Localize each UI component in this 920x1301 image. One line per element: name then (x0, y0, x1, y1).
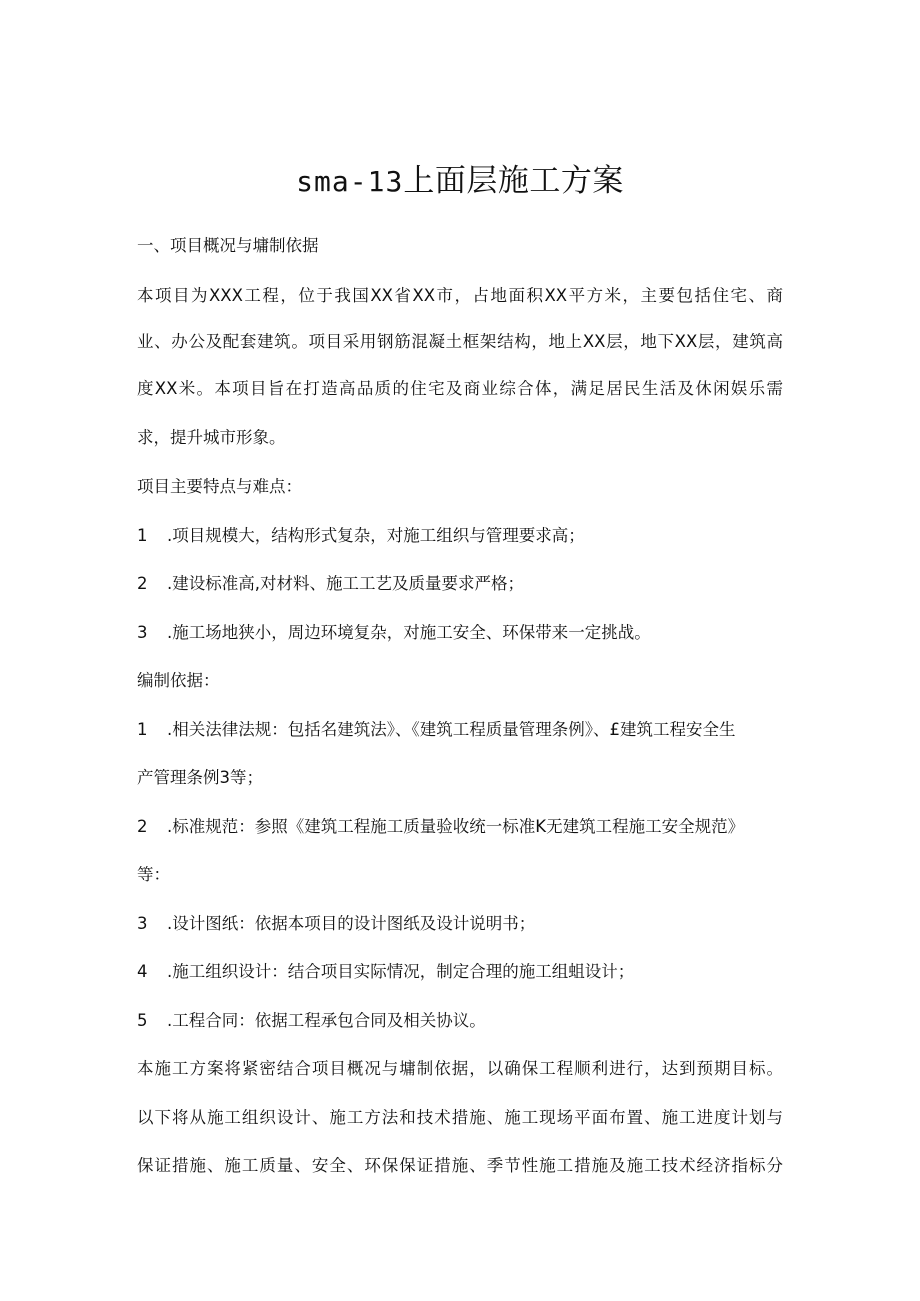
paragraph-line: 求，提升城市形象。 (137, 428, 286, 447)
paragraph-line: 本施工方案将紧密结合项目概况与墉制依据，以确保工程顺利进行，达到预期目标。 (137, 1059, 783, 1078)
list-item: 2 .建设标准高,对材料、施工工艺及质量要求严格； (137, 570, 524, 598)
section-heading: 一、项目概况与墉制依据 (137, 236, 319, 255)
list-number: 3 (137, 914, 148, 933)
title-code: sma-13 (296, 165, 404, 198)
list-item: 2 .标准规范：参照《建筑工程施工质量验收统一标准K无建筑工程施工安全规范》 (137, 813, 744, 841)
list-item: 1 .项目规模大，结构形式复杂，对施工组织与管理要求高； (137, 522, 585, 550)
subheading: 项目主要特点与难点： (137, 477, 302, 496)
title-text: 上面层施工方案 (403, 163, 624, 199)
paragraph-line: 度XX米。本项目旨在打造高品质的住宅及商业综合体，满足居民生活及休闲娱乐需 (137, 379, 783, 398)
list-number: 2 (137, 574, 148, 593)
document-title (0, 158, 920, 204)
paragraph-line: 保证措施、施工质量、安全、环保保证措施、季节性施工措施及施工技术经济指标分 (137, 1156, 783, 1175)
list-number: 1 (137, 526, 148, 545)
list-item: 3 .设计图纸：依据本项目的设计图纸及设计说明书； (137, 910, 535, 938)
list-number: 2 (137, 817, 148, 836)
list-number: 3 (137, 623, 148, 642)
paragraph-line: 业、办公及配套建筑。项目采用钢筋混凝土框架结构，地上XX层，地下XX层，建筑高 (137, 332, 783, 351)
list-number: 1 (137, 720, 148, 739)
paragraph-line: 以下将从施工组织设计、施工方法和技术措施、施工现场平面布置、施工进度计划与 (137, 1108, 783, 1127)
list-item: 5 .工程合同：依据工程承包合同及相关协议。 (137, 1007, 486, 1035)
list-item: 4 .施工组织设计：结合项目实际情况，制定合理的施工组蛆设计； (137, 958, 634, 986)
list-item-continued: 产管理条例3等； (137, 768, 263, 787)
list-number: 4 (137, 962, 148, 981)
list-number: 5 (137, 1011, 148, 1030)
paragraph-line: 本项目为XXX工程，位于我国XX省XX市，占地面积XX平方米，主要包括住宅、商 (137, 286, 783, 305)
list-item: 1 .相关法律法规：包括名建筑法》、《建筑工程质量管理条例》、£建筑工程安全生 (137, 716, 736, 744)
list-item: 3 .施工场地狭小，周边环境复杂，对施工安全、环保带来一定挑战。 (137, 619, 651, 647)
list-item-continued: 等： (137, 865, 170, 884)
subheading: 编制依据： (137, 671, 220, 690)
